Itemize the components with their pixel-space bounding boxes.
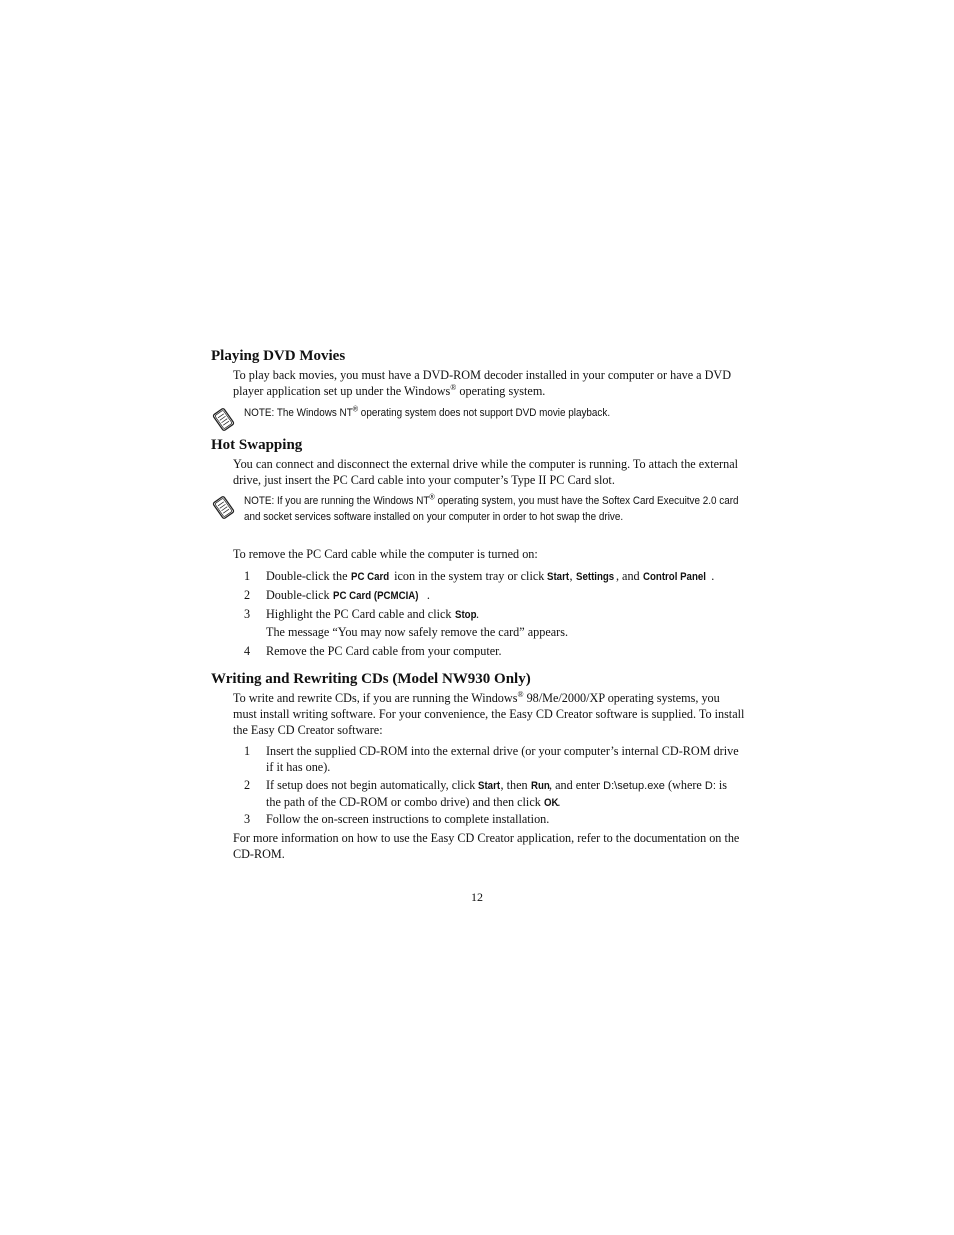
cd-more-info: For more information on how to use the Easy CD Creator application, refer to the documentation on the CD-ROM. — [233, 831, 740, 861]
section-title-writing-cds: Writing and Rewriting CDs (Model NW930 Only) — [211, 671, 531, 687]
dvd-paragraph: To play back movies, you must have a DVD-ROM decoder installed in your computer or have a DVD player application set up under the Windows® operating system. — [233, 368, 732, 398]
cd-step-2: If setup does not begin automatically, click Start, then Run, and enter D:\setup.exe (where D: is the path of the CD-ROM or combo drive) and then click OK. — [266, 778, 728, 809]
section-title-hot-swapping: Hot Swapping — [211, 437, 303, 453]
hot-step-3-message: The message “You may now safely remove the card” appears. — [266, 625, 568, 639]
page-number: 12 — [471, 890, 483, 904]
step-number: 4 — [244, 644, 251, 658]
cd-step-3: Follow the on-screen instructions to complete installation. — [266, 812, 550, 826]
hot-step-1: Double-click the PC Card icon in the system tray or click Start, Settings , and Control Panel . — [266, 569, 715, 583]
note-pad-icon — [210, 494, 237, 521]
step-number: 1 — [244, 569, 251, 583]
remove-intro: To remove the PC Card cable while the computer is turned on: — [233, 547, 538, 561]
step-number: 3 — [244, 812, 251, 826]
step-number: 2 — [244, 778, 251, 792]
dvd-note: NOTE: The Windows NT® operating system does not support DVD movie playback. — [244, 404, 611, 419]
hot-step-3: Highlight the PC Card cable and click Stop. — [266, 607, 480, 621]
step-number: 3 — [244, 607, 251, 621]
cd-paragraph: To write and rewrite CDs, if you are running the Windows® 98/Me/2000/XP operating systems, you must install writing software. For your convenience, the Easy CD Creator software is supplied. To install the Easy CD Creator software: — [233, 689, 745, 737]
step-number: 2 — [244, 588, 251, 602]
step-number: 1 — [244, 744, 251, 758]
hot-swap-note: NOTE: If you are running the Windows NT® operating system, you must have the Softex Card Execuitve 2.0 card and socket services software installed on your computer in order to hot swap the drive. — [244, 492, 739, 523]
hot-step-2: Double-click PC Card (PCMCIA) . — [266, 588, 430, 602]
cd-step-1: Insert the supplied CD-ROM into the external drive (or your computer’s internal CD-ROM drive if it has one). — [266, 744, 739, 774]
hot-step-4: Remove the PC Card cable from your computer. — [266, 644, 502, 658]
section-title-dvd: Playing DVD Movies — [211, 348, 346, 364]
hot-swap-paragraph: You can connect and disconnect the external drive while the computer is running. To attach the external drive, just insert the PC Card cable into your computer’s Type II PC Card slot. — [233, 457, 738, 487]
note-pad-icon — [210, 406, 237, 433]
